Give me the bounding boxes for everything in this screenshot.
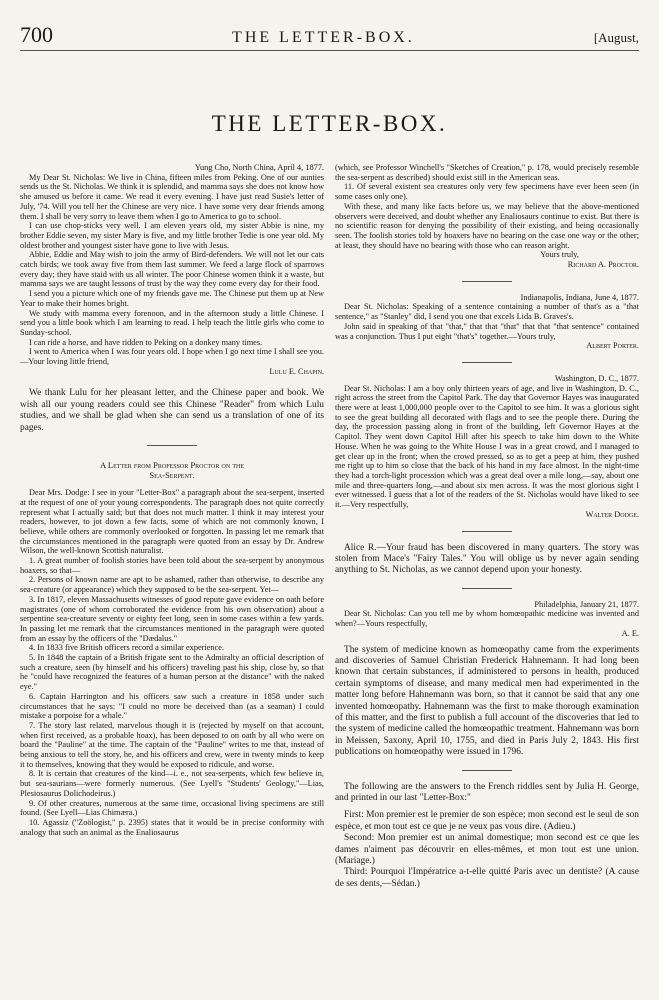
letter-signature: Walter Dodge. bbox=[585, 509, 639, 519]
letter-dateline: Yung Cho, North China, April 4, 1877. bbox=[194, 163, 324, 172]
section-heading: A Letter from Professor Proctor on the Sea-Serpent. bbox=[99, 460, 244, 481]
page-title: THE LETTER-BOX. bbox=[211, 111, 448, 136]
riddle-answer: First: Mon premier est le premier de son espèce; mon second est le seul de son espèce, et mon tout est ce que je ne veux pas vous dire. (Adieu.) bbox=[335, 810, 639, 832]
list-item: 9. Of other creatures, numerous at the same time, occasional living specimens are still found. (See Lyell—Lias Chimæra.) bbox=[20, 798, 324, 818]
divider bbox=[462, 588, 512, 589]
letter-dateline: Washington, D. C., 1877. bbox=[554, 373, 639, 383]
letter-paragraph: John said in speaking of that "that," that that "that" that that "that sentence" contained was a conjunction. Thus I put eight "that's" together.—Yours truly, bbox=[335, 321, 639, 341]
letter-valediction: Yours truly, bbox=[540, 250, 579, 260]
letter-paragraph: I can use chop-sticks very well. I am eleven years old, my sister Abbie is nine, my brother Eddie seven, my sister Mary is five, and my little brother Tedie is one year old. My oldest brother and youngest sister have gone to live with Jesus. bbox=[20, 221, 324, 250]
list-item: 3. In 1817, eleven Massachusetts witnesses of good repute gave evidence on oath before magistrates (one of whom corroborated the evidence from his own observation) about a serpentine sea-creature seventy or eighty feet long, seen in some cases within a few yards. In passing let me remark that the circumstances mentioned in the paragraph were quoted from an essay by the officers of the "Dædalus." bbox=[20, 594, 324, 643]
letter-paragraph: Dear St. Nicholas: I am a boy only thirteen years of age, and live in Washington, D. C., right across the street from the Capitol Park. The day that Governor Hayes was inaugurated there were at least 1,000,000 people over to the Capitol to see him. It was a glorious sight to see the great building all decorated with flags and to see the people there. During the day, the procession passing along in front of the building, left Governor Hayes at the Capitol. They went down Capitol Hill after his speech to take him down to the White House. When he was going to the White House I was in a great crowd, and I managed to get clear up in the front; when the crowd pressed, so as to get a peep at him, they pushed me right up to him so close that the back of his hand in my face almost. In the night-time they had a torch-light procession which was a great deal over a mile long,—say, about one mile and three-quarters long,—and about six men across. It was the most glorious sight I ever witnessed. I guess that a lot of the readers of the St. Nicholas would have liked to see it.—Very respectfully, bbox=[335, 383, 639, 510]
letter-paragraph: I can ride a horse, and have ridden to Peking on a donkey many times. bbox=[29, 337, 263, 347]
letter-paragraph: Dear Mrs. Dodge: I see in your "Letter-Box" a paragraph about the sea-serpent, inserted at the request of one of your young correspondents. The paragraph does not quite correctly represent what I actually said; but that does not much matter. I think it may interest your readers, however, to jot down a few facts, some of which are not commonly known, I believe, while others are commonly overlooked or forgotten. In passing let me remark that the circumstances mentioned in the paragraph were quoted from an essay by Dr. Andrew Wilson, the well-known Scottish naturalist. bbox=[20, 488, 324, 556]
list-item: 11. Of several existent sea creatures only very few specimens have ever been seen (in some cases only one). bbox=[335, 182, 639, 202]
letter-paragraph: (which, see Professor Winchell's "Sketches of Creation," p. 178, would precisely resemble the sea-serpent as described) should exist still in the American seas. bbox=[335, 163, 639, 182]
left-column bbox=[20, 163, 324, 890]
letter-signature: Lulu E. Chapin. bbox=[269, 366, 324, 376]
list-item: 6. Captain Harrington and his officers saw such a creature in 1858 under such circumstances that he says: "I could no more be deceived than (as a seaman) I could mistake a porpoise for a whale." bbox=[20, 691, 324, 721]
divider bbox=[462, 770, 512, 771]
right-column bbox=[335, 163, 639, 890]
letter-paragraph: Dear St. Nicholas: Can you tell me by whom homœopathic medicine was invented and when?—Yours respectfully, bbox=[335, 609, 639, 629]
letter-paragraph: I send you a picture which one of my friends gave me. The Chinese put them up at New Year to make their homes bright. bbox=[20, 289, 324, 308]
page-number: 700 bbox=[20, 22, 53, 47]
running-head bbox=[20, 22, 639, 51]
letter-signature: A. E. bbox=[621, 628, 639, 638]
letter-dateline: Philadelphia, January 21, 1877. bbox=[534, 599, 639, 609]
editor-reply: The system of medicine known as homœopathy came from the experiments and discoveries of Samuel Christian Frederick Hahnemann. It had long been known that certain substances, if administered to persons in health, produced certain symptoms of disease, and many medical men had experimented in the matter long before Hahnemann was born, so that it cannot be said that any one invented homœopathy. Hahnemann was the first to make thorough examination of this matter, and the first to publish a full account of the discoveries that led to the system of medicine called the homœopathic treatment. Hahnemann was born in Meissen, Saxony, April 10, 1755, and died in Paris July 2, 1843. His first publications on homœopathy were issued in 1796. bbox=[335, 644, 639, 758]
list-item: 10. Agassiz ("Zoölogist," p. 2395) states that it would be in precise conformity with analogy that such an animal as the Enaliosaurus bbox=[20, 818, 324, 837]
letter-paragraph: With these, and many like facts before us, we may believe that the above-mentioned observers were deceived, and doubt whether any Enaliosaurs continue to exist. But there is no scientific reason for denying the possibility of their existing, and being occasionally seen. The foolish stories told by hoaxers have no bearing on the case one way or the other; at least, they should have no bearing with those who can reason aright. bbox=[335, 201, 639, 250]
letter-paragraph: We study with mamma every forenoon, and in the afternoon study a little Chinese. I send you a little book which I am learning to read. I help teach the little girls who come to Sunday-school. bbox=[20, 308, 324, 337]
riddle-intro: The following are the answers to the French riddles sent by Julia H. George, and printed in our last "Letter-Box:" bbox=[335, 781, 639, 803]
letter-dateline: Indianapolis, Indiana, June 4, 1877. bbox=[520, 292, 639, 302]
letter-paragraph: Abbie, Eddie and May wish to join the army of Bird-defenders. We will not let our cats catch birds; we took away five from them last summer. We feed a large flock of sparrows every day; they have staid with us all winter. The poor Chinese women think it a waste, but mamma says we are taught lessons of trust by the way they come every day for their food. bbox=[20, 250, 324, 289]
divider bbox=[462, 281, 512, 282]
letter-paragraph: My Dear St. Nicholas: We live in China, fifteen miles from Peking. One of our aunties sends us the St. Nicholas. We think it is splendid, and mamma says she does not know how she amused us before it came. We read it every evening. I have just read Susie's letter of July, '74. Will you tell her the Chinese are very nice. I have some very dear friends among them. I shall be very sorry to leave them when I go to America to go to school. bbox=[20, 172, 324, 221]
list-item: 1. A great number of foolish stories have been told about the sea-serpent by anonymous hoaxers, so that— bbox=[20, 556, 324, 575]
editor-reply: Alice R.—Your fraud has been discovered in many quarters. The story was stolen from Mace's "Fairy Tales." You will oblige us by never again sending anything to St. Nicholas, as we cannot depend upon your honesty. bbox=[335, 542, 639, 576]
editor-reply: We thank Lulu for her pleasant letter, and the Chinese paper and book. We wish all our young readers could see this Chinese "Reader" from which Lulu studies, and we shall be glad when she can send us a translation of one of its pages. bbox=[20, 388, 324, 433]
letter-paragraph: I went to America when I was four years old. I hope when I go next time I shall see you.—Your loving little friend, bbox=[20, 347, 324, 367]
list-item: 5. In 1848 the captain of a British frigate sent to the Admiralty an official description of such a creature, seen (by himself and his officers) traveling past his ship, close by, so that he "could have recognized the features of a human person at the distance" with the naked eye." bbox=[20, 653, 324, 692]
letter-signature: Richard A. Proctor. bbox=[567, 260, 639, 270]
list-item: 7. The story last related, marvelous though it is (rejected by myself on that account, when first received, as a probable hoax), has been deposed to on oath by all who were on board the "Pauline" at the time. The captain of the "Pauline" writes to me that, instead of being anxious to tell the story, he, and his officers and crew, were in twenty minds to keep it to themselves, knowing that they would be exposed to ridicule, and worse. bbox=[20, 720, 324, 769]
letter-signature: Albert Porter. bbox=[586, 341, 639, 351]
divider bbox=[462, 531, 512, 532]
columns bbox=[20, 163, 639, 890]
running-date: [August, bbox=[593, 30, 639, 45]
divider bbox=[462, 362, 512, 363]
running-title: THE LETTER-BOX. bbox=[232, 29, 415, 46]
divider bbox=[147, 445, 197, 446]
list-item: 8. It is certain that creatures of the kind—i. e., not sea-serpents, which few believe in, but sea-saurians—were formerly numerous. (See Lyell's "Students' Geology,"—Lias, Plesiosaurus Dolichodeirus.) bbox=[20, 769, 324, 798]
riddle-answer: Second: Mon premier est un animal domestique; mon second est ce que les dames n'aiment pas découvrir en elles-mêmes, et mon tout est une union. (Mariage.) bbox=[335, 833, 639, 867]
list-item: 2. Persons of known name are apt to be ashamed, rather than otherwise, to describe any sea-creature (or appearance) which they supposed to be the sea-serpent. Yet— bbox=[20, 575, 324, 595]
list-item: 4. In 1833 five British officers record a similar experience. bbox=[29, 643, 224, 653]
riddle-answer: Third: Pourquoi l'Impératrice a-t-elle quitté Paris avec un dentiste? (A cause de ses dents,—Sédan.) bbox=[335, 867, 639, 889]
letter-paragraph: Dear St. Nicholas: Speaking of a sentence containing a number of that's as a "that sentence," as "Stanley" did, I send you one that excels Lida B. Graves's. bbox=[335, 302, 639, 322]
